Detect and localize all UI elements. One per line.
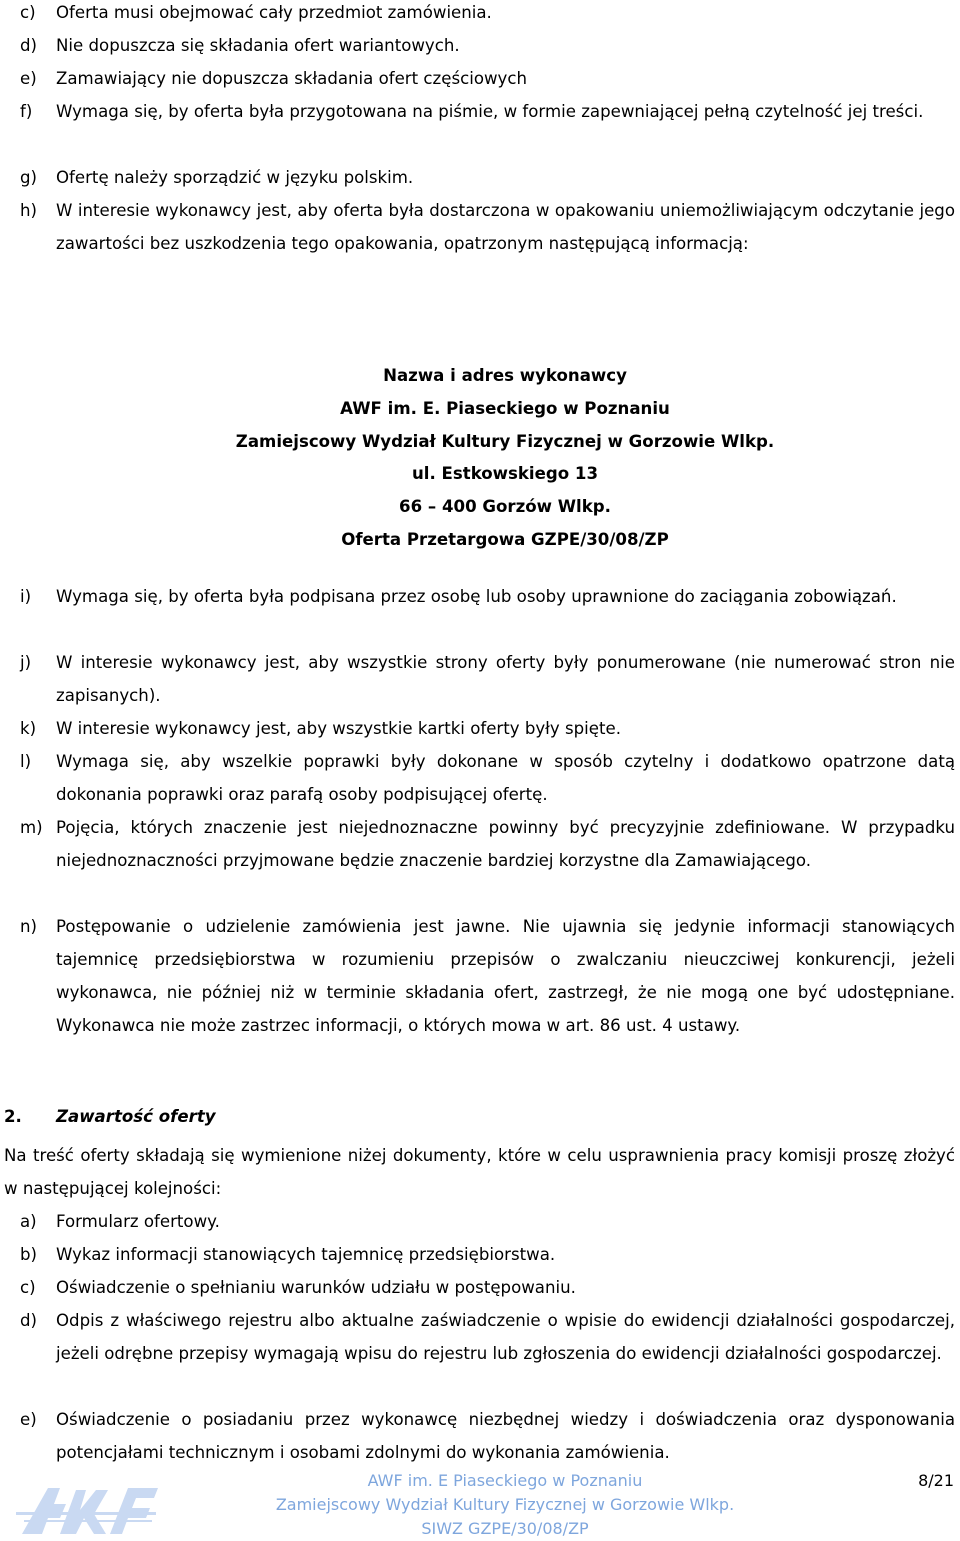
list-label: c) (20, 3, 36, 22)
footer-line: SIWZ GZPE/30/08/ZP (421, 1519, 589, 1538)
section-title: Zawartość oferty (56, 1107, 216, 1126)
list-text: Postępowanie o udzielenie zamówienia jest jawne. Nie ujawnia się jedynie informacji stanowiących tajemnicę przedsiębiorstwa w rozumieniu przepisów o zwalczaniu nieuczciwej konkurencji, jeżeli wykonawca, nie później niż w terminie składania ofert, zastrzegł, że nie mogą one być udostępniane. Wykonawca nie może zastrzec informacji, o których mowa w art. 86 ust. 4 ustawy. (56, 917, 955, 1035)
list-label: f) (20, 102, 33, 121)
list-text: Odpis z właściwego rejestru albo aktualne zaświadczenie o wpisie do ewidencji działalności gospodarczej, jeżeli odrębne przepisy wymagają wpisu do rejestru lub zgłoszenia do ewidencji działalności gospodarczej. (56, 1311, 955, 1363)
list-item-a (20, 1205, 955, 1238)
footer-line: Zamiejscowy Wydział Kultury Fizycznej w Gorzowie Wlkp. (275, 1495, 735, 1514)
list-item-n (20, 910, 955, 1042)
list-item-l (20, 745, 955, 811)
list-item-h (20, 194, 955, 260)
list-label: j) (20, 653, 32, 672)
list-text: W interesie wykonawcy jest, aby oferta była dostarczona w opakowaniu uniemożliwiającym odczytanie jego zawartości bez uszkodzenia tego opakowania, opatrzonym następującą informacją: (56, 201, 955, 253)
list-label: e) (20, 1410, 37, 1429)
list-item-i (20, 580, 955, 613)
list-label: n) (20, 917, 37, 936)
list-text: Wymaga się, by oferta była przygotowana na piśmie, w formie zapewniającej pełną czytelność jej treści. (56, 102, 924, 121)
list-text: Ofertę należy sporządzić w języku polskim. (56, 168, 414, 187)
list-label: d) (20, 1311, 38, 1330)
list-text: Oświadczenie o posiadaniu przez wykonawcę niezbędnej wiedzy i doświadczenia oraz dysponowania potencjałami technicznym i osobami zdolnymi do wykonania zamówienia. (56, 1410, 955, 1462)
list-text: W interesie wykonawcy jest, aby wszystkie kartki oferty były spięte. (56, 719, 621, 738)
list-text: Wykaz informacji stanowiących tajemnicę przedsiębiorstwa. (56, 1245, 556, 1264)
section-heading (4, 1100, 216, 1133)
list-label: k) (20, 719, 37, 738)
list-label: d) (20, 36, 38, 55)
list-text: Nie dopuszcza się składania ofert wariantowych. (56, 36, 460, 55)
envelope-line: AWF im. E. Piaseckiego w Poznaniu (340, 398, 670, 418)
list-item-e2 (20, 1403, 955, 1469)
list-item-g (20, 161, 955, 194)
list-label: l) (20, 752, 32, 771)
page-number: 8/21 (918, 1471, 954, 1490)
section-number: 2. (4, 1107, 22, 1126)
footer-line: AWF im. E Piaseckiego w Poznaniu (367, 1471, 643, 1490)
list-item-b (20, 1238, 955, 1271)
footer (0, 1469, 960, 1541)
list-text: Pojęcia, których znaczenie jest niejednoznaczne powinny być precyzyjnie zdefiniowane. W przypadku niejednoznaczności przyjmowane będzie znaczenie bardziej korzystne dla Zamawiającego. (56, 818, 955, 870)
list-text: Wymaga się, aby wszelkie poprawki były dokonane w sposób czytelny i dodatkowo opatrzone datą dokonania poprawki oraz parafą osoby podpisującej ofertę. (56, 752, 955, 804)
list-label: a) (20, 1212, 37, 1231)
list-item-j (20, 646, 955, 712)
list-label: c) (20, 1278, 36, 1297)
envelope-line: Oferta Przetargowa GZPE/30/08/ZP (341, 529, 669, 549)
list-text: Wymaga się, by oferta była podpisana przez osobę lub osoby uprawnione do zaciągania zobowiązań. (56, 587, 897, 606)
list-label: e) (20, 69, 37, 88)
envelope-line: Nazwa i adres wykonawcy (383, 366, 627, 385)
list-label: g) (20, 168, 38, 187)
list-item-e (20, 62, 955, 95)
envelope-line: Zamiejscowy Wydział Kultury Fizycznej w Gorzowie Wlkp. (235, 431, 775, 451)
envelope-line: 66 – 400 Gorzów Wlkp. (399, 497, 611, 517)
list-item-f (20, 95, 955, 128)
list-text: Oferta musi obejmować cały przedmiot zamówienia. (56, 3, 492, 22)
list-item-m (20, 811, 955, 877)
list-label: i) (20, 587, 32, 606)
list-item-c (20, 0, 955, 29)
list-item-d2 (20, 1304, 955, 1370)
section-intro: Na treść oferty składają się wymienione niżej dokumenty, które w celu usprawnienia pracy komisji proszę złożyć w następującej kolejności: (4, 1146, 955, 1198)
list-item-d (20, 29, 955, 62)
list-label: h) (20, 201, 37, 220)
list-item-c2 (20, 1271, 955, 1304)
envelope-label (0, 360, 960, 557)
list-item-k (20, 712, 955, 745)
list-text: W interesie wykonawcy jest, aby wszystkie strony oferty były ponumerowane (nie numerować stron nie zapisanych). (56, 653, 955, 705)
list-label: m) (20, 818, 43, 837)
list-text: Zamawiający nie dopuszcza składania ofert częściowych (56, 69, 528, 88)
envelope-line: ul. Estkowskiego 13 (411, 464, 599, 484)
list-text: Formularz ofertowy. (56, 1212, 220, 1231)
list-text: Oświadczenie o spełnianiu warunków udziału w postępowaniu. (56, 1278, 576, 1297)
list-label: b) (20, 1245, 38, 1264)
